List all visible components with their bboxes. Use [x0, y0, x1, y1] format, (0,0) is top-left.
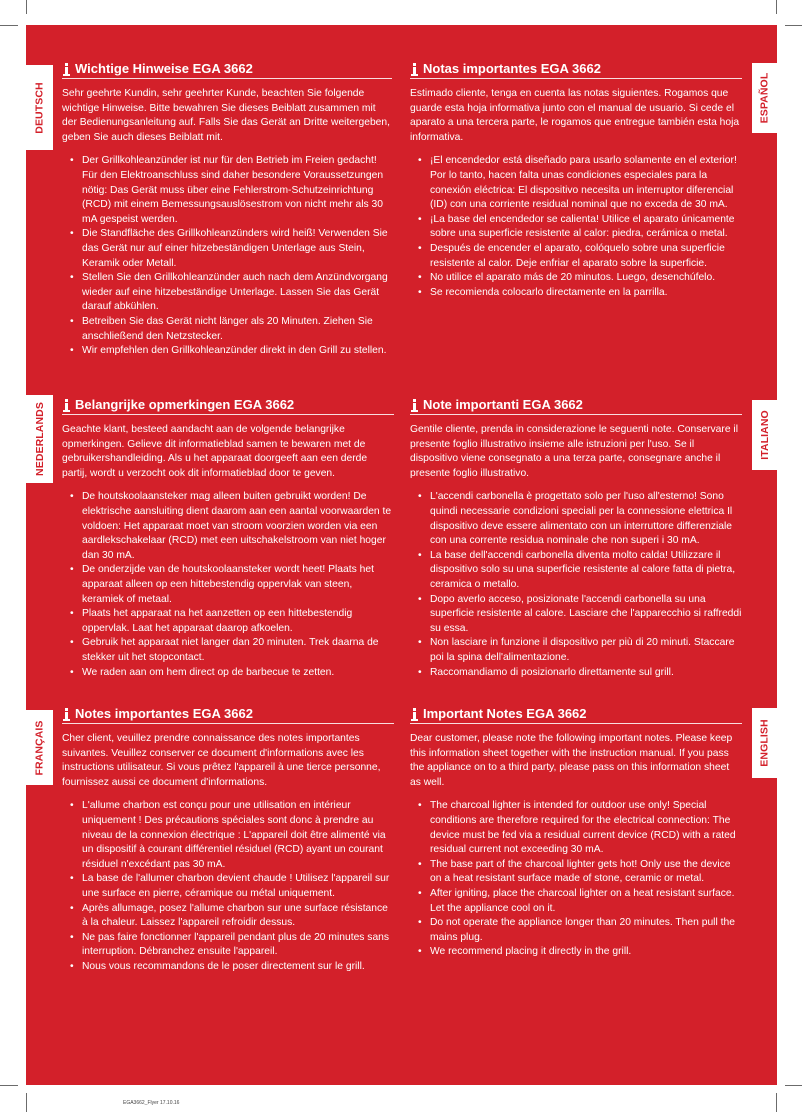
language-tab-italiano: ITALIANO: [752, 400, 777, 470]
info-icon: [62, 708, 70, 721]
list-item: • ¡El encendedor está diseñado para usarlo solamente en el exterior! Por lo tanto, hacen falta unas condiciones especiales para la conexión eléctrica: El dispositivo necesita un interruptor diferencial (ID) con una corriente residual nominal que no exceda de 30 mA.: [410, 154, 742, 212]
language-tab-english: ENGLISH: [752, 708, 777, 778]
list-item: • Raccomandiamo di posizionarlo direttamente sul grill.: [410, 666, 742, 681]
section-title: Note importanti EGA 3662: [410, 397, 742, 415]
section-title: Important Notes EGA 3662: [410, 706, 742, 724]
section-italiano: [410, 397, 742, 680]
section-title: Wichtige Hinweise EGA 3662: [62, 61, 392, 79]
language-tab-deutsch: DEUTSCH: [26, 65, 53, 150]
print-footer-code: EGA3662_Flyer 17.10.16: [123, 1100, 180, 1106]
list-item: • Do not operate the appliance longer than 20 minutes. Then pull the mains plug.: [410, 916, 742, 945]
notes-list: [62, 799, 394, 974]
intro-text: Sehr geehrte Kundin, sehr geehrter Kunde, beachten Sie folgende wichtige Hinweise. Bitte bewahren Sie dieses Beiblatt zusammen mit der Bedienungsanleitung auf. Falls Sie das Gerät an Dritte weitergeben, geben Sie auch dieses Beiblatt mit.: [62, 88, 390, 143]
intro-text: Gentile cliente, prenda in considerazione le seguenti note. Conservare il presente foglio illustrativo insieme alle istruzioni per l'uso. Se il dispositivo viene consegnato a una terza parte, consegnare anche il presente foglio illustrativo.: [410, 424, 738, 479]
section-english: [410, 706, 742, 960]
list-item: • Der Grillkohleanzünder ist nur für den Betrieb im Freien gedacht! Für den Elektroanschluss sind daher besondere Voraussetzungen nötig: Das Gerät muss über eine Fehlerstrom-Schutzeinrichtung (RCD) mit einem Bemessungsauslösestrom von nicht mehr als 30 mA gespeist werden.: [62, 154, 392, 227]
list-item: • The base part of the charcoal lighter gets hot! Only use the device on a heat resistant surface made of stone, ceramic or metal.: [410, 858, 742, 887]
list-item: • Non lasciare in funzione il dispositivo per più di 20 minuti. Staccare poi la spina dell'alimentazione.: [410, 636, 742, 665]
intro-text: Cher client, veuillez prendre connaissance des notes importantes suivantes. Veuillez conserver ce document d'informations avec les instructions utilisateur. Si vous prêtez l'appareil à une tierce personne, fournissez aussi ce document d'informations.: [62, 733, 381, 788]
list-item: • Wir empfehlen den Grillkohleanzünder direkt in den Grill zu stellen.: [62, 344, 392, 359]
notes-list: [62, 154, 392, 358]
list-item: • L'allume charbon est conçu pour une utilisation en intérieur uniquement ! Des précautions spéciales sont donc à prendre au niveau de la connexion électrique : L'appareil doit être alimenté via un dispositif à courant différentiel résiduel (RCD) ayant un courant résiduel n'excédant pas 30 mA.: [62, 799, 394, 872]
crop-mark: [26, 0, 27, 14]
list-item: • Stellen Sie den Grillkohleanzünder auch nach dem Anzündvorgang wieder auf eine hitzebeständige Unterlage. Lassen Sie das Gerät darauf abkühlen.: [62, 271, 392, 315]
info-icon: [410, 63, 418, 76]
info-icon: [410, 708, 418, 721]
crop-mark: [785, 1085, 802, 1086]
list-item: • Gebruik het apparaat niet langer dan 20 minuten. Trek daarna de stekker uit het stopcontact.: [62, 636, 394, 665]
list-item: • We raden aan om hem direct op de barbecue te zetten.: [62, 666, 394, 681]
intro-text: Estimado cliente, tenga en cuenta las notas siguientes. Rogamos que guarde esta hoja informativa junto con el manual de usuario. Si cede el aparato a una tercera parte, le rogamos que entregue también esta hoja informativa.: [410, 88, 740, 143]
crop-mark: [0, 25, 18, 26]
list-item: • Après allumage, posez l'allume charbon sur une surface résistance à la chaleur. Laissez l'appareil refroidir dessus.: [62, 902, 394, 931]
language-tab-espanol: ESPAÑOL: [752, 63, 777, 133]
notes-list: [410, 154, 742, 300]
list-item: • Die Standfläche des Grillkohleanzünders wird heiß! Verwenden Sie das Gerät nur auf einer hitzebeständigen Unterlage aus Stein, Keramik oder Metall.: [62, 227, 392, 271]
section-title: Notas importantes EGA 3662: [410, 61, 742, 79]
list-item: • Después de encender el aparato, colóquelo sobre una superficie resistente al calor. Deje enfriar el aparato sobre la superficie.: [410, 242, 742, 271]
list-item: • Nous vous recommandons de le poser directement sur le grill.: [62, 960, 394, 975]
crop-mark: [26, 1093, 27, 1112]
crop-mark: [776, 0, 777, 14]
intro-text: Geachte klant, besteed aandacht aan de volgende belangrijke opmerkingen. Gelieve dit informatieblad samen te bewaren met de gebruikershandleiding. Als u het apparaat doorgeeft aan een derde partij, wordt u verzocht ook dit informatieblad door te geven.: [62, 424, 368, 479]
language-tab-francais: FRANÇAIS: [26, 710, 53, 785]
section-espanol: [410, 61, 742, 300]
list-item: • Plaats het apparaat na het aanzetten op een hittebestendig oppervlak. Laat het apparaat daarop afkoelen.: [62, 607, 394, 636]
list-item: • The charcoal lighter is intended for outdoor use only! Special conditions are therefore required for the electrical connection: The device must be fed via a residual current device (RCD) with a rated residual current not exceeding 30 mA.: [410, 799, 742, 857]
crop-mark: [776, 1093, 777, 1112]
list-item: • La base dell'accendi carbonella diventa molto calda! Utilizzare il dispositivo solo su una superficie resistente al calore fatta di pietra, ceramica o metallo.: [410, 549, 742, 593]
info-icon: [410, 399, 418, 412]
list-item: • We recommend placing it directly in the grill.: [410, 945, 742, 960]
crop-mark: [0, 1085, 18, 1086]
list-item: • Dopo averlo acceso, posizionate l'accendi carbonella su una superficie resistente al calore. Lasciare che l'apparecchio si raffreddi su essa.: [410, 593, 742, 637]
info-icon: [62, 63, 70, 76]
list-item: • L'accendi carbonella è progettato solo per l'uso all'esterno! Sono quindi necessarie condizioni speciali per la connessione elettrica Il dispositivo deve essere alimentato con un interruttore differenziale con una corrente residua nominale che non superi i 30 mA.: [410, 490, 742, 548]
list-item: • ¡La base del encendedor se calienta! Utilice el aparato únicamente sobre una superficie resistente al calor: piedra, cerámica o metal.: [410, 213, 742, 242]
section-deutsch: [62, 61, 392, 359]
list-item: • Betreiben Sie das Gerät nicht länger als 20 Minuten. Ziehen Sie anschließend den Netzstecker.: [62, 315, 392, 344]
list-item: • De onderzijde van de houtskoolaansteker wordt heet! Plaats het apparaat alleen op een hittebestendig oppervlak van steen, keramiek of metaal.: [62, 563, 394, 607]
section-title: Belangrijke opmerkingen EGA 3662: [62, 397, 394, 415]
list-item: • Se recomienda colocarlo directamente en la parrilla.: [410, 286, 742, 301]
section-title: Notes importantes EGA 3662: [62, 706, 394, 724]
list-item: • After igniting, place the charcoal lighter on a heat resistant surface. Let the appliance cool on it.: [410, 887, 742, 916]
list-item: • De houtskoolaansteker mag alleen buiten gebruikt worden! De elektrische aansluiting dient daarom aan een aantal voorwaarden te voldoen: Het apparaat moet van stroom voorzien worden via een aardlekschakelaar (RCD) met een uitschakelstroom van niet hoger dan 30 mA.: [62, 490, 394, 563]
notes-list: [410, 799, 742, 960]
notes-list: [62, 490, 394, 680]
list-item: • La base de l'allumer charbon devient chaude ! Utilisez l'appareil sur une surface en pierre, céramique ou métal uniquement.: [62, 872, 394, 901]
info-icon: [62, 399, 70, 412]
section-francais: [62, 706, 394, 975]
crop-mark: [785, 25, 802, 26]
list-item: • Ne pas faire fonctionner l'appareil pendant plus de 20 minutes sans interruption. Débranchez ensuite l'appareil.: [62, 931, 394, 960]
list-item: • No utilice el aparato más de 20 minutos. Luego, desenchúfelo.: [410, 271, 742, 286]
language-tab-nederlands: NEDERLANDS: [26, 395, 53, 483]
section-nederlands: [62, 397, 394, 680]
notes-list: [410, 490, 742, 680]
intro-text: Dear customer, please note the following important notes. Please keep this information sheet together with the instruction manual. If you pass the appliance on to a third party, please pass on this information sheet as well.: [410, 733, 733, 788]
